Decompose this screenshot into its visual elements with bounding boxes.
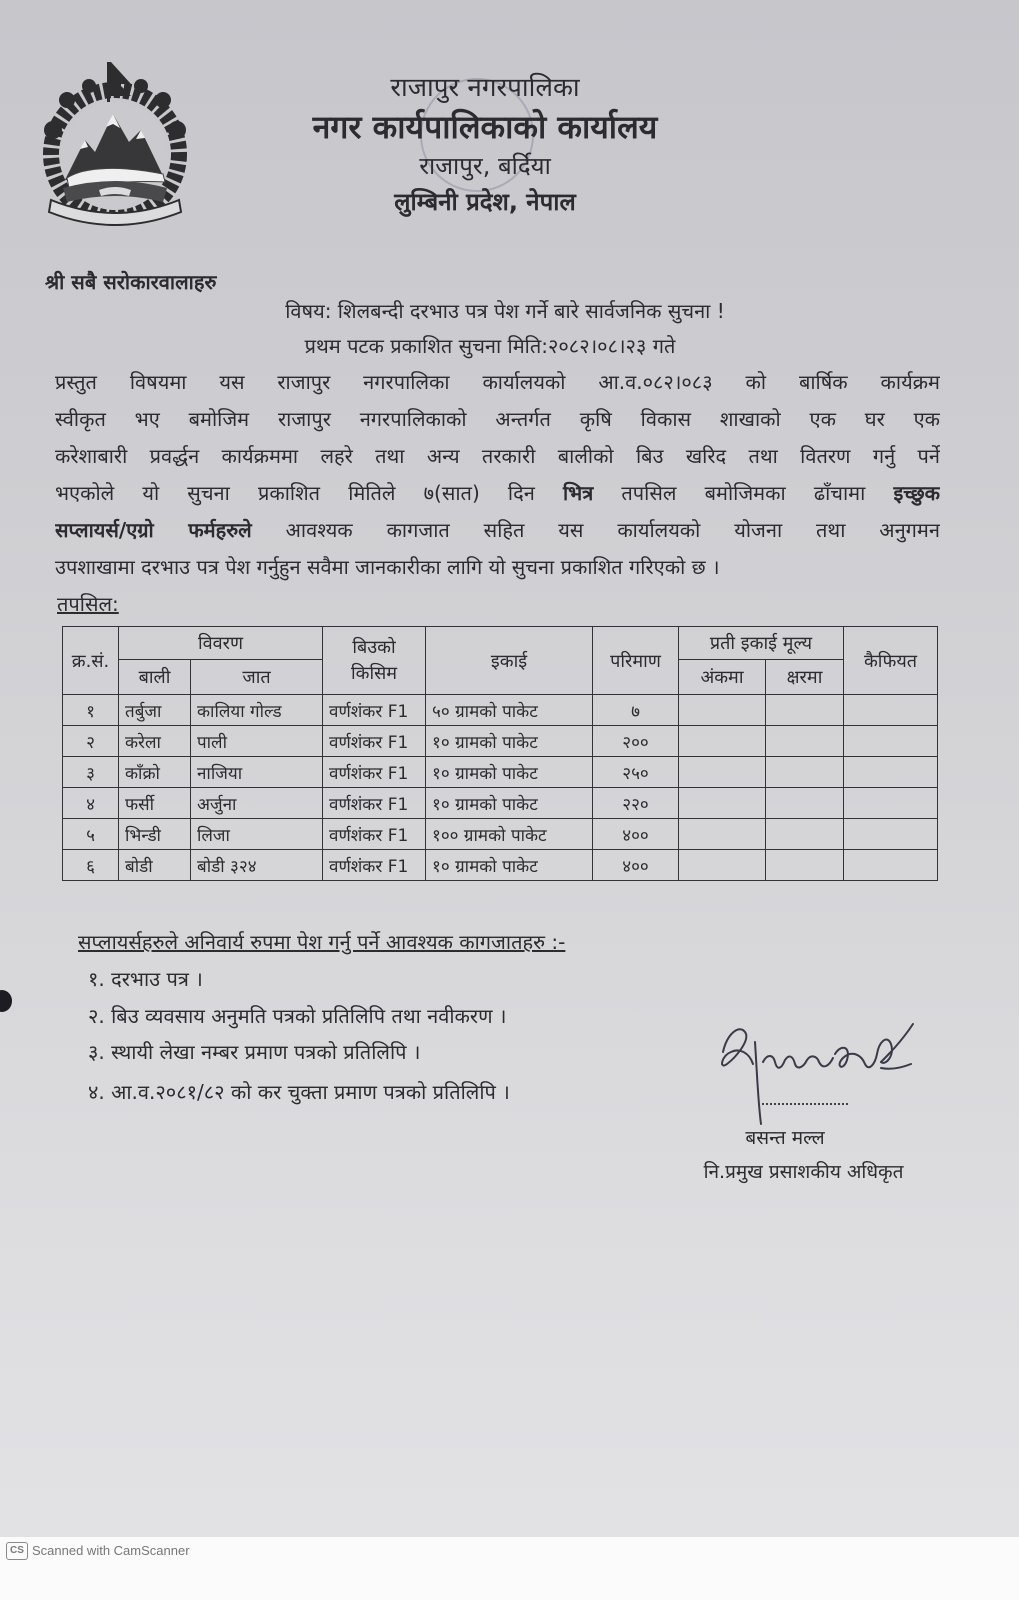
- table-body: [63, 695, 938, 881]
- cell-unit: १० ग्रामको पाकेट: [426, 757, 593, 788]
- table: [62, 626, 938, 881]
- cell-sn: ४: [63, 788, 119, 819]
- table-row: [63, 788, 938, 819]
- required-documents-heading: सप्लायर्सहरुले अनिवार्य रुपमा पेश गर्नु पर्ने आवश्यक कागजातहरु :-: [78, 930, 566, 954]
- cell-unit: ५० ग्रामको पाकेट: [426, 695, 593, 726]
- cell-unit: १० ग्रामको पाकेट: [426, 850, 593, 881]
- header-seed-type-line1: बिउको: [352, 636, 396, 658]
- camscanner-logo: CS: [6, 1542, 28, 1560]
- cell-remarks: [844, 757, 938, 788]
- body-text: करेशाबारी प्रवर्द्धन कार्यक्रममा लहरे तथा अन्य तरकारी बालीको बिउ खरिद तथा वितरण गर्नु पर्ने: [55, 444, 940, 468]
- table-row: [63, 850, 938, 881]
- list-item: ४. आ.व.२०८१/८२ को कर चुक्ता प्रमाण पत्रको प्रतिलिपि ।: [88, 1080, 510, 1104]
- body-text: भएकोले यो सुचना प्रकाशित मितिले ७(सात) दिन: [55, 481, 563, 505]
- cell-unit: १० ग्रामको पाकेट: [426, 788, 593, 819]
- list-item: १. दरभाउ पत्र ।: [88, 967, 203, 991]
- cell-seed-type: वर्णशंकर F1: [323, 819, 426, 850]
- cell-in-words: [766, 788, 844, 819]
- cell-seed-type: वर्णशंकर F1: [323, 788, 426, 819]
- punch-hole: [0, 990, 12, 1012]
- cell-variety: लिजा: [191, 819, 323, 850]
- header-sn: क्र.सं.: [63, 627, 119, 695]
- cell-remarks: [844, 850, 938, 881]
- cell-in-words: [766, 819, 844, 850]
- cell-crop: काँक्रो: [119, 757, 191, 788]
- cell-seed-type: वर्णशंकर F1: [323, 726, 426, 757]
- header-in-figures: अंकमा: [679, 660, 766, 695]
- cell-sn: २: [63, 726, 119, 757]
- cell-unit: १० ग्रामको पाकेट: [426, 726, 593, 757]
- cell-remarks: [844, 695, 938, 726]
- body-emphasis: भित्र: [562, 481, 594, 505]
- seed-price-table: [62, 626, 938, 881]
- notice-body: [55, 364, 940, 586]
- cell-in-figures: [679, 726, 766, 757]
- table-row: [63, 695, 938, 726]
- body-text: उपशाखामा दरभाउ पत्र पेश गर्नुहुन सवैमा जानकारीका लागि यो सुचना प्रकाशित गरिएको छ ।: [55, 555, 720, 579]
- cell-sn: ५: [63, 819, 119, 850]
- table-row: [63, 757, 938, 788]
- cell-crop: तर्बुजा: [119, 695, 191, 726]
- cell-in-figures: [679, 850, 766, 881]
- cell-sn: ३: [63, 757, 119, 788]
- cell-variety: बोडी ३२४: [191, 850, 323, 881]
- header-quantity: परिमाण: [593, 627, 679, 695]
- cell-in-words: [766, 757, 844, 788]
- cell-quantity: २५०: [593, 757, 679, 788]
- header-row: [63, 627, 938, 660]
- cell-quantity: ७: [593, 695, 679, 726]
- province-country: लुम्बिनी प्रदेश, नेपाल: [394, 188, 576, 216]
- municipality-name: राजापुर नगरपालिका: [390, 73, 580, 103]
- cell-variety: कालिया गोल्ड: [191, 695, 323, 726]
- body-emphasis: इच्छुक: [893, 481, 940, 505]
- cell-in-figures: [679, 819, 766, 850]
- cell-in-figures: [679, 695, 766, 726]
- body-line: [55, 401, 940, 438]
- body-text: प्रस्तुत विषयमा यस राजापुर नगरपालिका कार्यालयको आ.व.०८२।०८३ को बार्षिक कार्यक्रम: [55, 370, 940, 394]
- cell-quantity: २२०: [593, 788, 679, 819]
- header-remarks: कैफियत: [844, 627, 938, 695]
- body-emphasis: सप्लायर्स/एग्रो फर्महरुले: [55, 518, 252, 542]
- signatory-designation: नि.प्रमुख प्रसाशकीय अधिकृत: [703, 1161, 904, 1183]
- body-line: [55, 364, 940, 401]
- cell-crop: भिन्डी: [119, 819, 191, 850]
- details-label: तपसिल:: [57, 592, 119, 616]
- office-location: राजापुर, बर्दिया: [419, 152, 551, 180]
- list-item: ३. स्थायी लेखा नम्बर प्रमाण पत्रको प्रतिलिपि ।: [88, 1040, 421, 1064]
- cell-in-figures: [679, 788, 766, 819]
- scanner-watermark-text: Scanned with CamScanner: [32, 1543, 190, 1558]
- body-line: [55, 475, 940, 512]
- cell-in-words: [766, 695, 844, 726]
- cell-in-words: [766, 850, 844, 881]
- cell-crop: करेला: [119, 726, 191, 757]
- table-row: [63, 819, 938, 850]
- header-in-words: क्षरमा: [766, 660, 844, 695]
- cell-quantity: ४००: [593, 850, 679, 881]
- header-crop: बाली: [119, 660, 191, 695]
- header-seed-type: [323, 627, 426, 695]
- cell-remarks: [844, 788, 938, 819]
- subject-line: विषय: शिलबन्दी दरभाउ पत्र पेश गर्ने बारे सार्वजनिक सुचना !: [285, 299, 725, 323]
- table-header: [63, 627, 938, 695]
- body-text: तपसिल बमोजिमका ढाँचामा: [593, 481, 894, 505]
- letterhead: [250, 70, 720, 220]
- cell-unit: १०० ग्रामको पाकेट: [426, 819, 593, 850]
- cell-crop: बोडी: [119, 850, 191, 881]
- cell-crop: फर्सी: [119, 788, 191, 819]
- header-details: विवरण: [119, 627, 323, 660]
- cell-sn: १: [63, 695, 119, 726]
- table-row: [63, 726, 938, 757]
- cell-seed-type: वर्णशंकर F1: [323, 757, 426, 788]
- header-seed-type-line2: किसिम: [350, 662, 398, 684]
- cell-variety: अर्जुना: [191, 788, 323, 819]
- cell-in-words: [766, 726, 844, 757]
- header-unit-price: प्रती इकाई मूल्य: [679, 627, 844, 660]
- signature-line: [762, 1103, 848, 1105]
- signatory-name: बसन्त मल्ल: [745, 1127, 825, 1149]
- cell-sn: ६: [63, 850, 119, 881]
- body-line: [55, 438, 940, 475]
- body-line: [55, 512, 940, 549]
- cell-remarks: [844, 819, 938, 850]
- body-text: आवश्यक कागजात सहित यस कार्यालयको योजना तथा अनुगमन: [251, 518, 940, 542]
- nepal-government-emblem-icon: [33, 60, 198, 228]
- cell-seed-type: वर्णशंकर F1: [323, 850, 426, 881]
- header-unit: इकाई: [426, 627, 593, 695]
- list-item: २. बिउ व्यवसाय अनुमति पत्रको प्रतिलिपि तथा नवीकरण ।: [88, 1004, 507, 1028]
- header-variety: जात: [191, 660, 323, 695]
- scanner-footer: [0, 1537, 1019, 1600]
- body-line: [55, 549, 940, 586]
- cell-variety: पाली: [191, 726, 323, 757]
- handwritten-signature-icon: [705, 1012, 925, 1127]
- body-text: स्वीकृत भए बमोजिम राजापुर नगरपालिकाको अन्तर्गत कृषि विकास शाखाको एक घर एक: [55, 407, 940, 431]
- addressee: श्री सबै सरोकारवालाहरु: [45, 270, 217, 294]
- publication-date: प्रथम पटक प्रकाशित सुचना मिति:२०८२।०८।२३ गते: [304, 334, 676, 358]
- cell-seed-type: वर्णशंकर F1: [323, 695, 426, 726]
- cell-quantity: २००: [593, 726, 679, 757]
- cell-quantity: ४००: [593, 819, 679, 850]
- cell-variety: नाजिया: [191, 757, 323, 788]
- cell-in-figures: [679, 757, 766, 788]
- cell-remarks: [844, 726, 938, 757]
- office-name: नगर कार्यपालिकाको कार्यालय: [312, 108, 658, 146]
